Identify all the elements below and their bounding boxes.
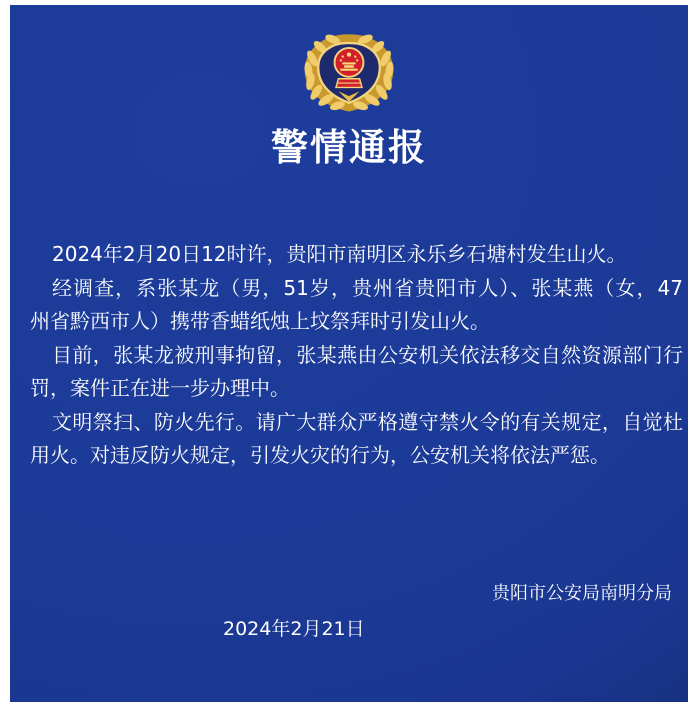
notice-card [10, 5, 688, 702]
issue-date: 2024年2月21日 [223, 618, 365, 640]
issuer-name: 贵阳市公安局南明分局 [492, 583, 672, 604]
notice-body [30, 238, 683, 473]
body-line: 文明祭扫、防火先行。请广大群众严格遵守禁火令的有关规定，自觉杜 [52, 409, 683, 434]
body-line: 2024年2月20日12时许，贵阳市南明区永乐乡石塘村发生山火。 [52, 242, 627, 266]
body-line: 罚，案件正在进一步办理中。 [30, 376, 290, 400]
police-badge-icon [296, 31, 402, 113]
body-line: 经调查，系张某龙（男，51岁，贵州省贵阳市人）、张某燕（女，47 [52, 275, 683, 300]
body-line: 用火。对违反防火规定，引发火灾的行为，公安机关将依法严惩。 [30, 443, 610, 467]
body-line: 州省黔西市人）携带香蜡纸烛上坟祭拜时引发山火。 [30, 309, 490, 333]
notice-title: 警情通报 [271, 126, 427, 169]
police-emblem [296, 31, 402, 113]
body-line: 目前，张某龙被刑事拘留，张某燕由公安机关依法移交自然资源部门行 [52, 342, 683, 367]
